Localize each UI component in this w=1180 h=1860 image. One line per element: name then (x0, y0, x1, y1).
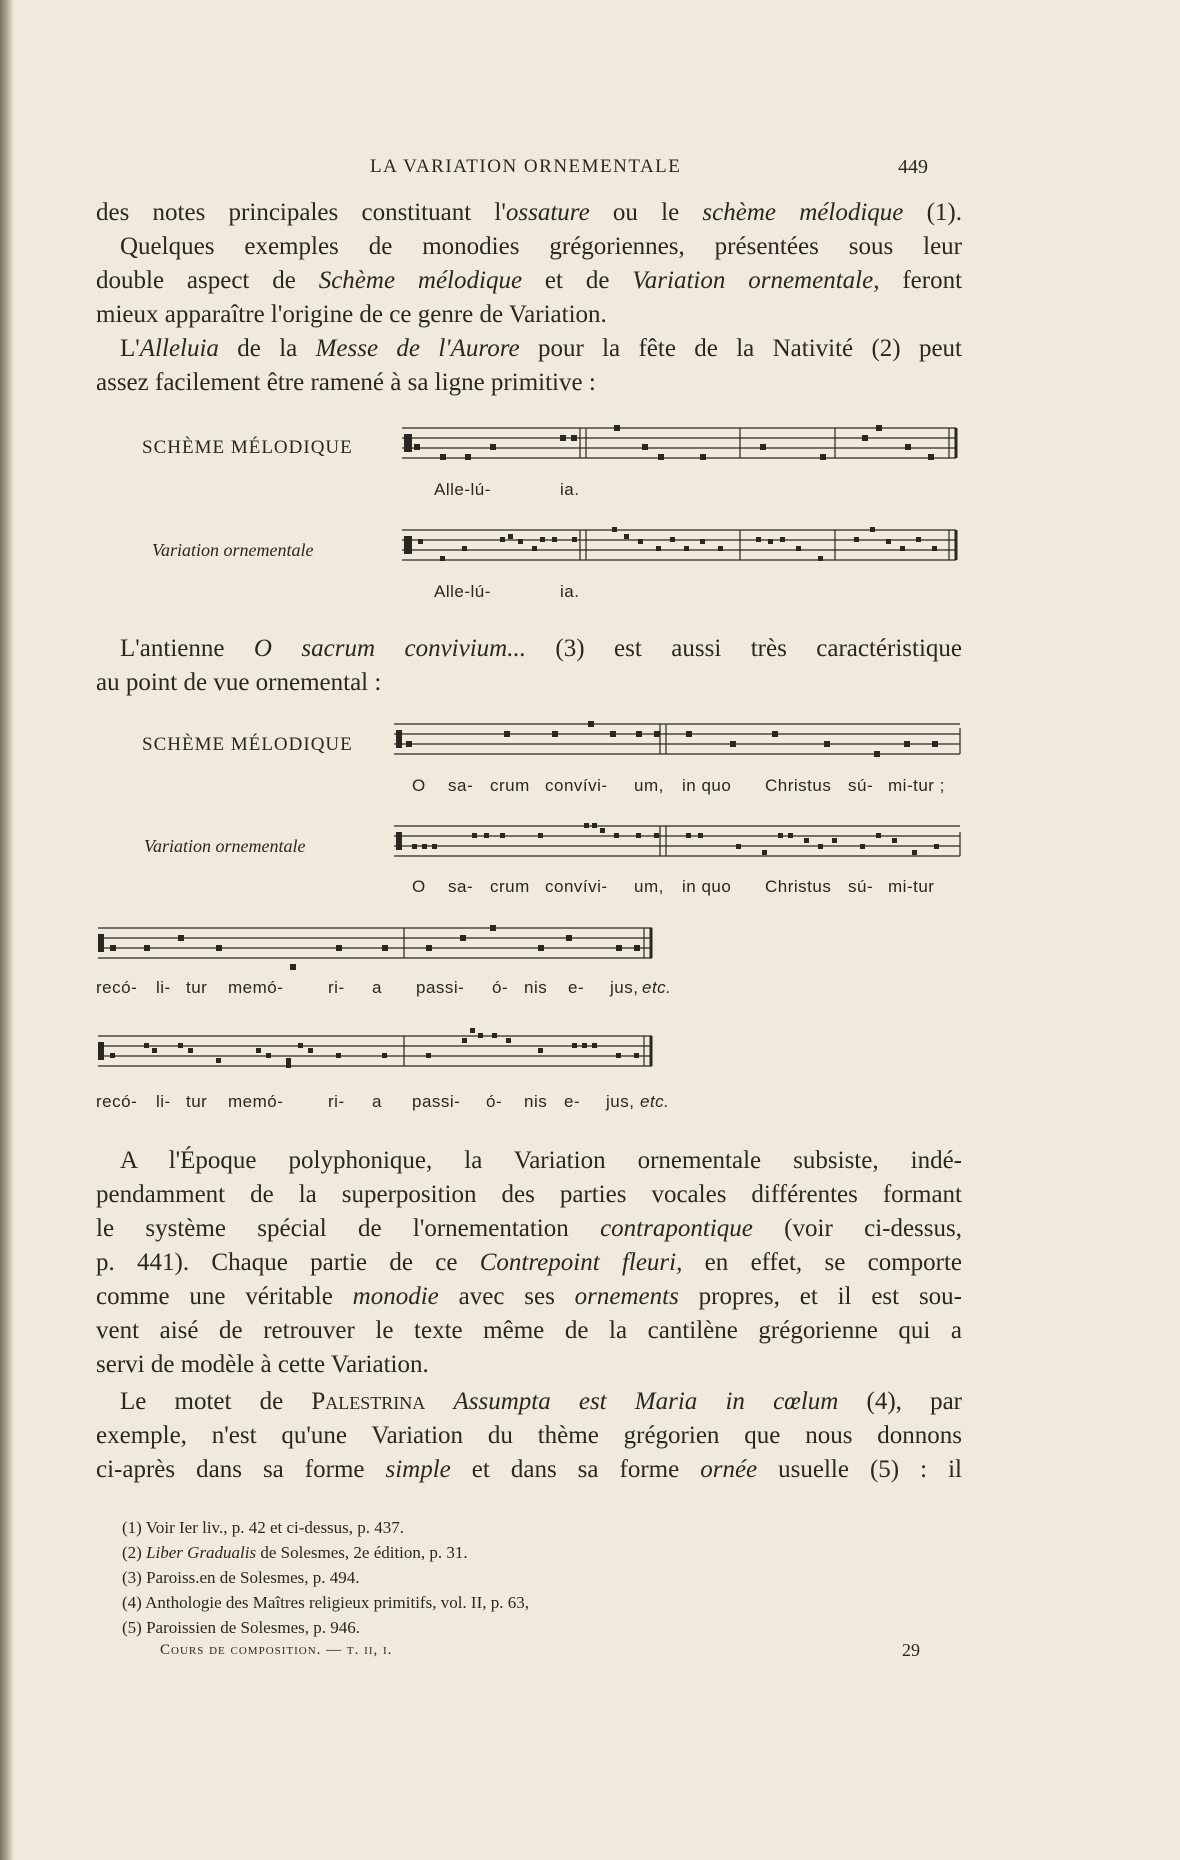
lyric-syllable: Christus (765, 877, 832, 896)
page-number: 449 (898, 156, 928, 178)
page-edge-shadow (0, 0, 14, 1860)
lyric-syllable: convívi- (545, 877, 608, 896)
lyric-syllable: sa- (448, 776, 474, 795)
lyric-syllable: in quo (682, 776, 732, 795)
text-line: exemple, n'est qu'une Variation du thème grégorien que nous donnons (96, 1422, 962, 1449)
lyric-syllable: ia. (560, 582, 580, 601)
lyric-syllable: convívi- (545, 776, 608, 795)
lyric-syllable: passi- (412, 1092, 461, 1111)
text-line: p. 441). Chaque partie de ce Contrepoint fleuri, en effet, se comporte (96, 1249, 963, 1276)
lyric-syllable: li- (156, 978, 171, 997)
lyric-syllable: ri- (328, 978, 345, 997)
lyric-syllable: Alle-lú- (434, 582, 491, 601)
lyric-syllable: ó- (486, 1092, 503, 1111)
etc-label: etc. (642, 978, 672, 997)
label-scheme-melodique: SCHÈME MÉLODIQUE (142, 437, 353, 458)
text-line: Le motet de Palestrina Assumpta est Maria in cœlum (4), par (120, 1388, 962, 1415)
lyric-syllable: sa- (448, 877, 474, 896)
paragraph-3 (96, 1144, 962, 1382)
lyric-syllable: um, (634, 776, 664, 795)
lyric-syllable: tur (186, 978, 208, 997)
lyric-syllable: memó- (228, 978, 284, 997)
footnote: (3) Paroiss.en de Solesmes, p. 494. (122, 1568, 360, 1587)
lyric-syllable: mi-tur (888, 877, 935, 896)
text-line: double aspect de Schème mélodique et de Variation ornementale, feront (96, 267, 963, 294)
footnotes (122, 1515, 529, 1640)
text-line: servi de modèle à cette Variation. (96, 1351, 429, 1378)
lyric-syllable: jus, (610, 978, 639, 997)
footnote: (2) Liber Gradualis de Solesmes, 2e édition, p. 31. (122, 1543, 468, 1562)
music-staff (96, 1022, 656, 1080)
lyric-syllable: a (372, 1092, 382, 1111)
text-line: mieux apparaître l'origine de ce genre de Variation. (96, 301, 607, 328)
lyric-syllable: nis (524, 1092, 548, 1111)
paragraph-2 (96, 632, 962, 700)
lyric-syllable: sú- (848, 877, 874, 896)
lyric-syllable: Christus (765, 776, 832, 795)
lyric-syllable: a (372, 978, 382, 997)
lyric-syllable: crum (490, 877, 530, 896)
lyric-syllable: Alle-lú- (434, 480, 491, 499)
lyric-syllable: crum (490, 776, 530, 795)
music-staff (400, 424, 962, 468)
text-line: comme une véritable monodie avec ses ornements propres, et il est sou- (96, 1283, 963, 1310)
text-line: L'antienne O sacrum convivium... (3) est aussi très caractéristique (120, 635, 962, 662)
lyric-syllable: e- (564, 1092, 581, 1111)
text-line: vent aisé de retrouver le texte même de la cantilène grégorienne qui a (96, 1317, 962, 1344)
text-line: au point de vue ornemental : (96, 669, 382, 696)
lyric-syllable: li- (156, 1092, 171, 1111)
lyric-syllable: um, (634, 877, 664, 896)
lyric-syllable: O (412, 776, 426, 795)
lyric-syllable: ri- (328, 1092, 345, 1111)
text-line: A l'Époque polyphonique, la Variation ornementale subsiste, indé- (120, 1147, 962, 1174)
signature-mark: 29 (902, 1640, 920, 1660)
lyric-syllable: passi- (416, 978, 465, 997)
lyric-syllable: nis (524, 978, 548, 997)
text-line: assez facilement être ramené à sa ligne primitive : (96, 369, 596, 396)
running-footer: Cours de composition. — t. ii, i. (160, 1642, 393, 1658)
label-variation-ornementale: Variation ornementale (152, 540, 314, 560)
lyric-syllable: mi-tur ; (888, 776, 945, 795)
lyric-syllable: memó- (228, 1092, 284, 1111)
text-line: le système spécial de l'ornementation contrapontique (voir ci-dessus, (96, 1215, 962, 1242)
lyric-syllable: recó- (96, 1092, 138, 1111)
music-staff (392, 718, 962, 768)
etc-label: etc. (640, 1092, 670, 1111)
lyric-syllable: in quo (682, 877, 732, 896)
footnote: (1) Voir Ier liv., p. 42 et ci-dessus, p. 437. (122, 1518, 405, 1537)
running-header: LA VARIATION ORNEMENTALE (370, 156, 682, 177)
footnote: (4) Anthologie des Maîtres religieux primitifs, vol. II, p. 63, (122, 1593, 529, 1612)
lyric-syllable: sú- (848, 776, 874, 795)
lyric-syllable: ia. (560, 480, 580, 499)
label-scheme-melodique: SCHÈME MÉLODIQUE (142, 734, 353, 755)
music-staff (400, 526, 962, 570)
lyric-syllable: tur (186, 1092, 208, 1111)
music-staff (96, 920, 656, 972)
lyric-syllable: recó- (96, 978, 138, 997)
lyric-syllable: e- (568, 978, 585, 997)
text-line: pendamment de la superposition des parties vocales différentes formant (96, 1181, 962, 1208)
lyric-syllable: ó- (492, 978, 509, 997)
text-line: Quelques exemples de monodies grégoriennes, présentées sous leur (120, 233, 962, 260)
footnote: (5) Paroissien de Solesmes, p. 946. (122, 1618, 360, 1637)
text-line: des notes principales constituant l'ossature ou le schème mélodique (1). (96, 199, 963, 226)
lyric-syllable: jus, (606, 1092, 635, 1111)
lyric-syllable: O (412, 877, 426, 896)
paragraph-4 (96, 1385, 962, 1487)
music-staff (392, 818, 962, 870)
label-variation-ornementale: Variation ornementale (144, 836, 306, 856)
text-line: L'Alleluia de la Messe de l'Aurore pour la fête de la Nativité (2) peut (120, 335, 962, 362)
text-line: ci-après dans sa forme simple et dans sa forme ornée usuelle (5) : il (96, 1456, 962, 1483)
paragraph-1 (96, 196, 962, 400)
